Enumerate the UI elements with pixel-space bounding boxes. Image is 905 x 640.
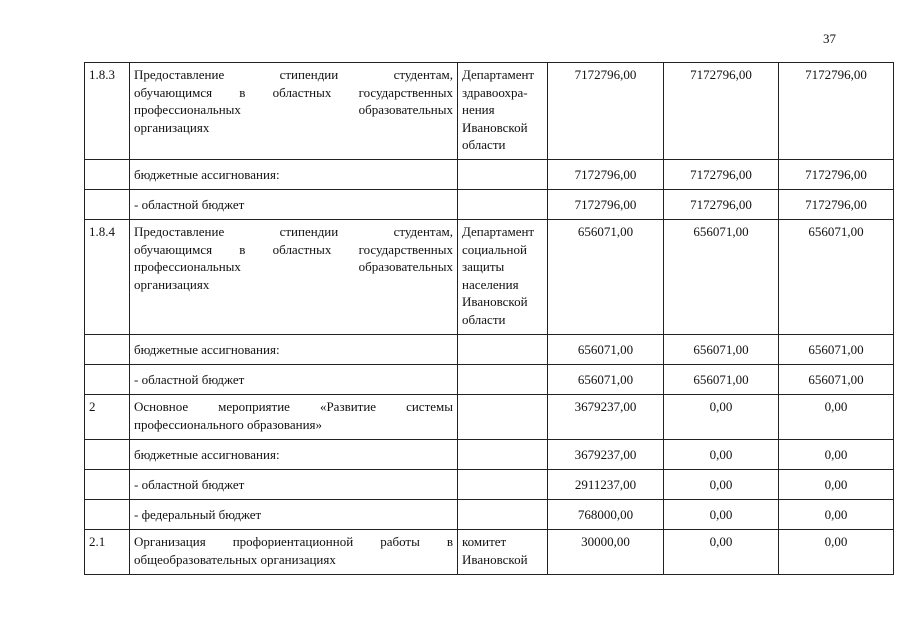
row-value-1: 30000,00 xyxy=(548,530,664,575)
row-code xyxy=(85,160,130,190)
row-executor: Департамент здравоохра-нения Ивановской области xyxy=(458,63,548,160)
row-value-3: 656071,00 xyxy=(779,335,894,365)
description-line: организациях xyxy=(134,119,210,135)
row-value-1: 7172796,00 xyxy=(548,160,664,190)
description-line: общеобразовательных организациях xyxy=(134,551,336,567)
row-code xyxy=(85,365,130,395)
row-label: - областной бюджет xyxy=(130,365,458,395)
description-line: профессионального образования» xyxy=(134,416,323,432)
row-value-2: 7172796,00 xyxy=(664,160,779,190)
description-line: обучающимся в областных государственных xyxy=(134,241,453,257)
table-row xyxy=(85,440,894,470)
row-value-3: 0,00 xyxy=(779,395,894,440)
row-value-3: 7172796,00 xyxy=(779,190,894,220)
row-description xyxy=(130,530,458,575)
description-line: профессиональных образовательных xyxy=(134,259,453,274)
row-code: 1.8.4 xyxy=(85,220,130,335)
row-executor xyxy=(458,335,548,365)
description-line: организациях xyxy=(134,276,210,292)
table-row xyxy=(85,470,894,500)
row-code: 2.1 xyxy=(85,530,130,575)
description-line: Предоставление стипендии студентам, xyxy=(134,67,453,82)
row-value-3: 0,00 xyxy=(779,470,894,500)
row-executor xyxy=(458,395,548,440)
row-value-1: 7172796,00 xyxy=(548,63,664,160)
description-line: Предоставление стипендии студентам, xyxy=(134,224,453,239)
table-row xyxy=(85,365,894,395)
description-line: профессиональных образовательных xyxy=(134,102,453,117)
row-value-2: 7172796,00 xyxy=(664,190,779,220)
row-value-2: 0,00 xyxy=(664,500,779,530)
row-value-3: 0,00 xyxy=(779,500,894,530)
description-line: обучающимся в областных государственных xyxy=(134,84,453,100)
row-value-1: 656071,00 xyxy=(548,365,664,395)
row-description xyxy=(130,220,458,335)
row-executor: Департамент социальной защиты населения Ивановской области xyxy=(458,220,548,335)
row-label: - областной бюджет xyxy=(130,190,458,220)
row-code: 1.8.3 xyxy=(85,63,130,160)
table-row xyxy=(85,500,894,530)
row-value-3: 7172796,00 xyxy=(779,63,894,160)
row-executor xyxy=(458,190,548,220)
row-value-3: 7172796,00 xyxy=(779,160,894,190)
row-value-3: 656071,00 xyxy=(779,220,894,335)
row-value-2: 656071,00 xyxy=(664,365,779,395)
row-code xyxy=(85,440,130,470)
table-row xyxy=(85,63,894,160)
row-label: бюджетные ассигнования: xyxy=(130,160,458,190)
row-description xyxy=(130,395,458,440)
row-value-1: 656071,00 xyxy=(548,335,664,365)
row-code xyxy=(85,500,130,530)
row-value-3: 0,00 xyxy=(779,530,894,575)
row-value-1: 2911237,00 xyxy=(548,470,664,500)
row-code: 2 xyxy=(85,395,130,440)
row-executor: комитет Ивановской xyxy=(458,530,548,575)
row-label: - федеральный бюджет xyxy=(130,500,458,530)
row-executor xyxy=(458,470,548,500)
row-code xyxy=(85,335,130,365)
budget-table xyxy=(84,62,894,575)
table-row xyxy=(85,160,894,190)
row-value-3: 656071,00 xyxy=(779,365,894,395)
row-executor xyxy=(458,365,548,395)
description-line: Основное мероприятие «Развитие системы xyxy=(134,399,453,414)
row-value-2: 656071,00 xyxy=(664,335,779,365)
row-value-2: 0,00 xyxy=(664,530,779,575)
table-row xyxy=(85,220,894,335)
row-executor xyxy=(458,500,548,530)
row-value-2: 7172796,00 xyxy=(664,63,779,160)
row-value-1: 768000,00 xyxy=(548,500,664,530)
row-description xyxy=(130,63,458,160)
description-line: Организация профориентационной работы в xyxy=(134,534,453,549)
row-value-2: 0,00 xyxy=(664,440,779,470)
row-executor xyxy=(458,440,548,470)
page-number: 37 xyxy=(823,31,836,46)
table-row xyxy=(85,530,894,575)
row-value-1: 656071,00 xyxy=(548,220,664,335)
table-row xyxy=(85,190,894,220)
row-code xyxy=(85,470,130,500)
row-value-1: 3679237,00 xyxy=(548,395,664,440)
table-row xyxy=(85,335,894,365)
row-value-2: 0,00 xyxy=(664,470,779,500)
row-value-2: 0,00 xyxy=(664,395,779,440)
row-label: - областной бюджет xyxy=(130,470,458,500)
row-label: бюджетные ассигнования: xyxy=(130,440,458,470)
row-executor xyxy=(458,160,548,190)
row-value-1: 3679237,00 xyxy=(548,440,664,470)
row-label: бюджетные ассигнования: xyxy=(130,335,458,365)
row-value-2: 656071,00 xyxy=(664,220,779,335)
row-value-3: 0,00 xyxy=(779,440,894,470)
row-value-1: 7172796,00 xyxy=(548,190,664,220)
table-row xyxy=(85,395,894,440)
row-code xyxy=(85,190,130,220)
